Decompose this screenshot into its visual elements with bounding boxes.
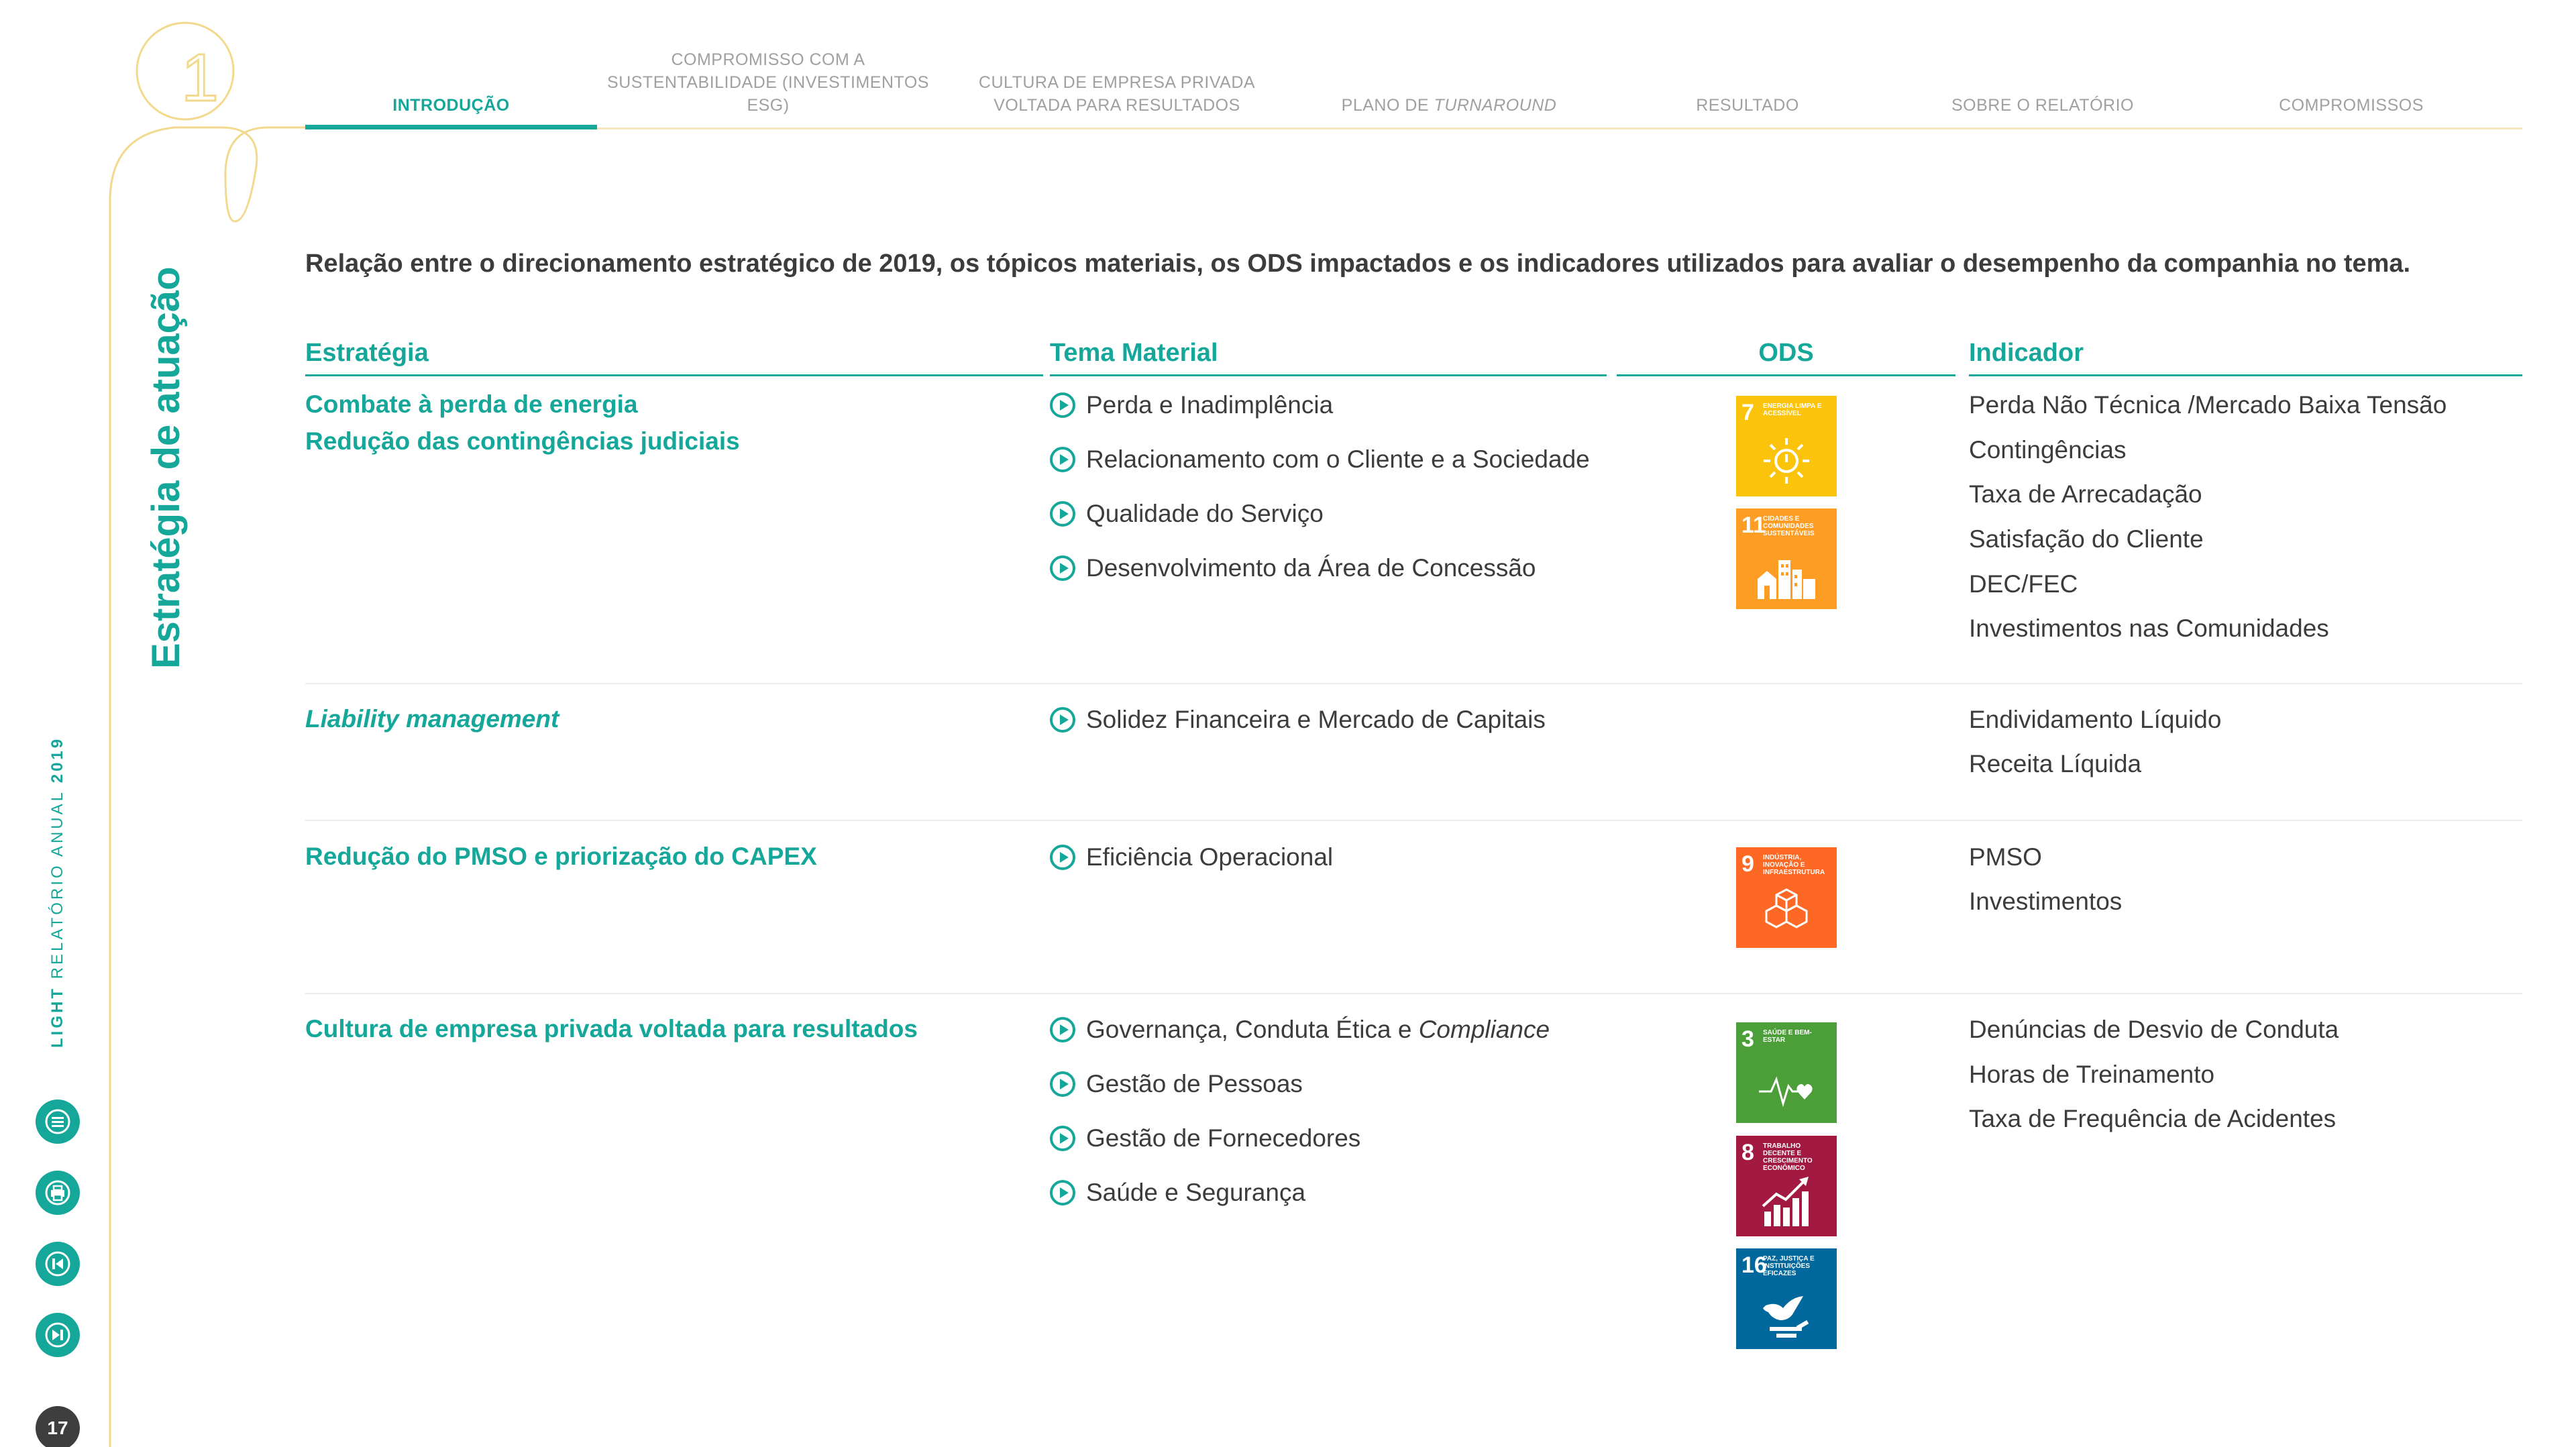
strategy-cell [305, 386, 740, 460]
sdg-number: 11 [1741, 513, 1766, 538]
row-divider [305, 683, 2522, 684]
row-divider [305, 820, 2522, 821]
header-tema: Tema Material [1050, 339, 1607, 376]
play-icon [1050, 501, 1075, 527]
sdg-label: TRABALHO DECENTE E CRESCIMENTO ECONÔMICO [1763, 1142, 1813, 1172]
strategy-text: Cultura de empresa privada voltada para resultados [305, 1015, 918, 1042]
city-icon [1756, 545, 1817, 602]
tema-text-main: Governança, Conduta Ética e [1086, 1016, 1419, 1043]
row-divider [305, 993, 2522, 994]
tema-text: Gestão de Pessoas [1086, 1070, 1303, 1097]
indicator-text: Horas de Treinamento [1969, 1061, 2215, 1088]
play-icon [1050, 447, 1075, 472]
nav-tab-label: INTRODUÇÃO [392, 96, 510, 115]
sdg-3-badge[interactable] [1736, 1022, 1837, 1123]
print-button[interactable] [36, 1171, 80, 1215]
indicator-text: Satisfação do Cliente [1969, 525, 2204, 553]
nav-tab-label [1342, 94, 1557, 117]
tema-text: Gestão de Fornecedores [1086, 1124, 1361, 1152]
next-page-button[interactable] [36, 1313, 80, 1357]
sun-power-icon [1756, 433, 1817, 490]
play-icon [1050, 707, 1075, 733]
tema-text: Solidez Financeira e Mercado de Capitais [1086, 706, 1546, 733]
cubes-icon [1756, 884, 1817, 941]
sdg-number: 7 [1741, 400, 1754, 425]
nav-tab-label: COMPROMISSO COM A SUSTENTABILIDADE (INVESTIMENTOS ESG) [607, 50, 929, 115]
brand-label [48, 737, 67, 1048]
play-icon [1050, 1017, 1075, 1042]
nav-tab-label: RESULTADO [1696, 96, 1799, 115]
play-icon [1050, 845, 1075, 870]
nav-tab-turnaround[interactable] [1298, 67, 1600, 129]
header-estrategia: Estratégia [305, 339, 1043, 376]
sdg-number: 3 [1741, 1026, 1754, 1052]
tema-item[interactable] [1050, 706, 1546, 734]
brand-report: RELATÓRIO ANUAL [48, 790, 66, 979]
indicator-text: Denúncias de Desvio de Conduta [1969, 1016, 2339, 1043]
indicator-text: Receita Líquida [1969, 750, 2142, 778]
previous-page-button[interactable] [36, 1242, 80, 1286]
tema-text: Qualidade do Serviço [1086, 500, 1324, 527]
nav-tab-label: COMPROMISSOS [2279, 96, 2424, 115]
tema-text [1086, 1016, 1550, 1044]
indicator-text: Perda Não Técnica /Mercado Baixa Tensão [1969, 391, 2447, 419]
sdg-number: 8 [1741, 1140, 1754, 1165]
play-icon [1050, 1126, 1075, 1151]
tema-item[interactable] [1050, 843, 1333, 871]
strategy-cell [305, 838, 817, 875]
nav-active-indicator [305, 125, 597, 129]
indicator-text: DEC/FEC [1969, 570, 2078, 598]
top-nav [305, 50, 2522, 131]
header-ods: ODS [1617, 339, 1955, 376]
sdg-9-badge[interactable] [1736, 847, 1837, 948]
strategy-text: Liability management [305, 705, 559, 733]
strategy-text: Combate à perda de energia [305, 390, 638, 418]
tema-text: Saúde e Segurança [1086, 1179, 1306, 1206]
indicator-text: Contingências [1969, 436, 2127, 464]
tema-item[interactable] [1050, 1179, 1305, 1207]
nav-tab-label: SOBRE O RELATÓRIO [1951, 96, 2134, 115]
header-indicador: Indicador [1969, 339, 2522, 376]
brand-year: 2019 [48, 736, 66, 784]
tema-item[interactable] [1050, 500, 1324, 528]
previous-icon [45, 1251, 70, 1277]
next-icon [45, 1322, 70, 1348]
nav-tab-resultado[interactable] [1647, 67, 1848, 129]
nav-tab-compromissos[interactable] [2237, 67, 2465, 129]
sdg-label: INDÚSTRIA, INOVAÇÃO E INFRAESTRUTURA [1763, 854, 1825, 876]
brand-name: LIGHT [48, 986, 66, 1048]
sdg-label: CIDADES E COMUNIDADES SUSTENTÁVEIS [1763, 515, 1815, 537]
play-icon [1050, 1071, 1075, 1097]
strategy-text: Redução das contingências judiciais [305, 427, 740, 455]
indicator-text: Investimentos [1969, 888, 2123, 915]
table-caption: Relação entre o direcionamento estratégico de 2019, os tópicos materiais, os ODS impactados e os indicadores utilizados para avaliar o desempenho da companhia no tema. [305, 250, 2411, 278]
sdg-number: 9 [1741, 851, 1754, 877]
play-icon [1050, 1180, 1075, 1205]
nav-tab-compromisso[interactable] [600, 50, 936, 129]
sdg-number: 16 [1741, 1252, 1767, 1278]
indicator-text: Endividamento Líquido [1969, 706, 2222, 733]
strategy-text: Redução do PMSO e priorização do CAPEX [305, 843, 817, 870]
menu-icon [45, 1109, 70, 1134]
indicator-text: Taxa de Frequência de Acidentes [1969, 1105, 2337, 1132]
nav-tab-sobre[interactable] [1915, 67, 2170, 129]
nav-tab-label-prefix: PLANO DE [1341, 96, 1434, 115]
sdg-7-badge[interactable] [1736, 396, 1837, 496]
indicator-text: Investimentos nas Comunidades [1969, 614, 2329, 642]
tema-text: Relacionamento com o Cliente e a Sociedade [1086, 445, 1590, 473]
tema-text: Desenvolvimento da Área de Concessão [1086, 554, 1536, 582]
sdg-label: SAÚDE E BEM-ESTAR [1763, 1029, 1812, 1044]
sdg-label: ENERGIA LIMPA E ACESSÍVEL [1763, 403, 1822, 417]
tema-text-italic: Compliance [1418, 1016, 1550, 1043]
strategy-cell [305, 700, 559, 737]
nav-tab-introducao[interactable] [305, 67, 597, 129]
nav-tab-label-italic: TURNAROUND [1434, 96, 1557, 115]
heartbeat-icon [1756, 1059, 1817, 1116]
page-number: 17 [36, 1406, 80, 1447]
tema-item[interactable] [1050, 391, 1333, 419]
menu-button[interactable] [36, 1100, 80, 1144]
section-title: Estratégia de atuação [144, 266, 188, 669]
indicator-text: Taxa de Arrecadação [1969, 480, 2202, 508]
print-icon [45, 1180, 70, 1205]
nav-tab-label: CULTURA DE EMPRESA PRIVADA VOLTADA PARA RESULTADOS [978, 73, 1256, 115]
tema-item[interactable] [1050, 554, 1536, 582]
growth-chart-icon [1756, 1173, 1817, 1230]
tema-text: Perda e Inadimplência [1086, 391, 1334, 419]
tema-item[interactable] [1050, 1124, 1360, 1153]
nav-tab-cultura[interactable] [976, 67, 1258, 129]
sdg-label: PAZ, JUSTIÇA E INSTITUIÇÕES EFICAZES [1763, 1255, 1815, 1277]
sdg-16-badge[interactable] [1736, 1248, 1837, 1349]
tema-item[interactable] [1050, 445, 1590, 474]
strategy-cell [305, 1010, 918, 1047]
sdg-8-badge[interactable] [1736, 1136, 1837, 1236]
chapter-number: 1 [181, 40, 219, 115]
tema-text: Eficiência Operacional [1086, 843, 1334, 871]
play-icon [1050, 555, 1075, 581]
play-icon [1050, 392, 1075, 418]
tema-item[interactable] [1050, 1016, 1550, 1044]
tema-item[interactable] [1050, 1070, 1303, 1098]
indicator-text: PMSO [1969, 843, 2042, 871]
dove-gavel-icon [1756, 1285, 1817, 1342]
sdg-11-badge[interactable] [1736, 508, 1837, 609]
